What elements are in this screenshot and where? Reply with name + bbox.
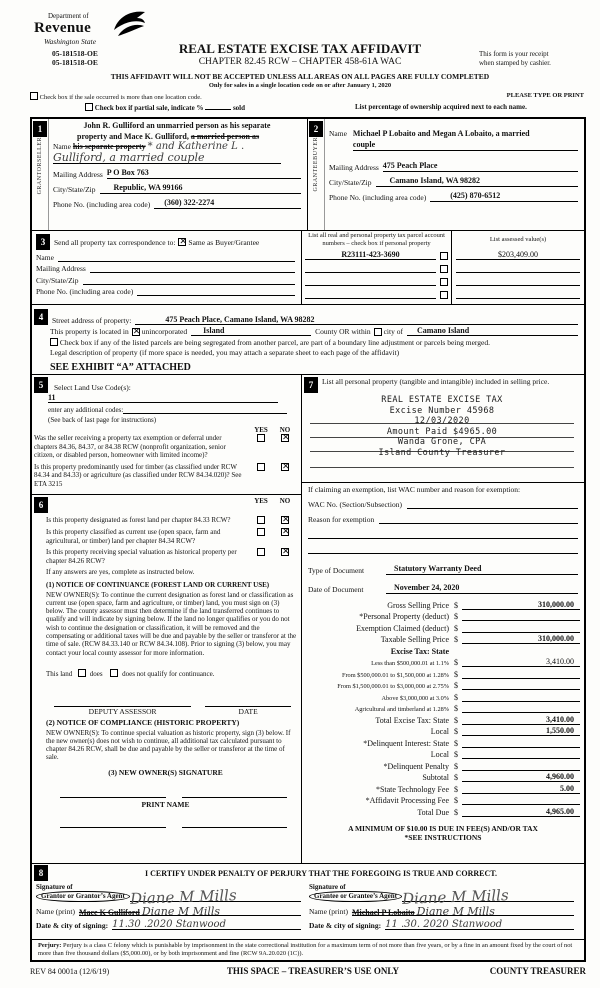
seller-mailing-value: P O Box 763 (106, 168, 149, 177)
doc-type-value: Statutory Warranty Deed (394, 564, 482, 573)
form-numbers (52, 49, 98, 67)
excise-tax-state-header: Excise Tax: State (390, 646, 449, 656)
reason-field[interactable] (379, 514, 578, 524)
section1-number: 1 (33, 121, 47, 137)
s6-if-yes-note: If any answers are yes, complete as instructed below. (46, 568, 195, 576)
please-type-label: PLEASE TYPE OR PRINT (506, 92, 584, 99)
print-name-label: PRINT NAME (141, 799, 190, 809)
grantee-sig-label-2: Grantee or Grantee’s Agent (309, 891, 402, 902)
partial-sale-checkbox[interactable] (85, 103, 93, 111)
stamp-line-3: 12/03/2020 (414, 416, 470, 426)
seller-mailing-field[interactable] (107, 168, 301, 179)
doc-date-value: November 24, 2020 (394, 583, 460, 592)
doc-type-field[interactable] (386, 564, 578, 575)
parcel-4-field[interactable] (305, 289, 436, 299)
assessor-date-field[interactable] (205, 698, 291, 707)
page-title: REAL ESTATE EXCISE TAX AFFIDAVIT (178, 41, 422, 56)
treasurer-stamp (304, 395, 580, 473)
assessor-date-label: DATE (238, 707, 258, 717)
does-label: does (89, 669, 103, 678)
single-location-note: Only for sales in a single location code on or after January 1, 2020 (208, 82, 392, 89)
s6-q3-no-checkbox[interactable] (281, 548, 289, 556)
notice2-title: (2) NOTICE OF COMPLIANCE (HISTORIC PROPERTY) (46, 718, 240, 728)
s6-q2-no-checkbox[interactable] (281, 528, 289, 536)
form-number-2: 05-181518-OE (52, 58, 98, 67)
delinquent-interest-local-value (462, 749, 580, 759)
grantor-name-hand-value: Diane M Mills (141, 905, 221, 919)
section5-number: 5 (34, 377, 48, 393)
assessed-1-field[interactable] (456, 250, 580, 260)
rate-5-value (462, 703, 580, 713)
grantor-signature-block (34, 883, 307, 930)
s5-q2-no-checkbox[interactable] (281, 463, 289, 471)
see-instructions-note: *SEE INSTRUCTIONS (404, 832, 482, 842)
city-name-value: Camano Island (416, 326, 470, 335)
section8-number: 8 (34, 865, 48, 881)
exemption-claimed-label: Exemption Claimed (deduct) (356, 623, 449, 633)
s6-q3-yes-checkbox[interactable] (257, 548, 265, 556)
street-address-label: Street address of property: (52, 315, 132, 325)
buyer-city-value: Camano Island, WA 98282 (389, 176, 481, 185)
county-value: Island (203, 326, 225, 335)
street-address-field[interactable] (135, 315, 578, 325)
buyer-city-field[interactable] (376, 176, 579, 187)
total-due-label: Total Due (417, 807, 449, 817)
parcel-4-personal-checkbox[interactable] (440, 291, 448, 299)
perjury-label: Perjury: (38, 942, 62, 950)
grantor-name-print-value: Mace K Gulliford (78, 908, 140, 918)
s6-question-1: Is this property designated as forest land per chapter 84.33 RCW? (46, 516, 231, 524)
buyer-name-line1: Michael P Lobaito and Megan A Lobaito, a married (352, 129, 530, 138)
delinquent-interest-state-label: *Delinquent Interest: State (363, 738, 449, 748)
seller-name-line1: John R. Gulliford an unmarried person as his separate (83, 121, 271, 130)
buyer-phone-label: Phone No. (including area code) (329, 193, 427, 202)
delinquent-interest-state-value (462, 738, 580, 748)
state-technology-fee-label: *State Technology Fee (375, 784, 449, 794)
deputy-assessor-field[interactable] (54, 698, 191, 707)
total-excise-local-label: Local (430, 727, 449, 736)
s5-q2-yes-checkbox[interactable] (257, 463, 265, 471)
parcel-2-field[interactable] (305, 263, 436, 273)
s6-yes-header: YES (254, 497, 268, 505)
seller-role-label-2: GRANTOR (36, 162, 43, 195)
logo-state-text: Washington State (44, 37, 97, 46)
minimum-fee-note: A MINIMUM OF $10.00 IS DUE IN FEE(S) AND/OR TAX (348, 823, 538, 833)
perjury-body: Perjury is a class C felony which is punishable by imprisonment in the state correctional institution for a maximum term of not more than five years, or by a fine in an amount fixed by the court of not more than five thousand dollars ($5,000.00), or by both imprisonment and fine (RCW 9A.20.020 (1C)). (38, 942, 573, 958)
city-of-label: city of (383, 327, 403, 336)
parcel-3-personal-checkbox[interactable] (440, 278, 448, 286)
doc-date-label: Date of Document (308, 585, 364, 594)
send-correspondence-label: Send all property tax correspondence to: (54, 237, 176, 247)
segregated-checkbox[interactable] (50, 338, 58, 346)
seller-role-label-1: SELLER (36, 137, 43, 162)
buyer-phone-value: (425) 870-6512 (450, 191, 501, 200)
seller-name-line2: property and Mace K. Gulliford, (77, 131, 189, 141)
personal-property-section (302, 375, 584, 483)
exemption-section (302, 483, 584, 594)
partial-sale-percent-field[interactable] (205, 109, 231, 110)
corr-city-field[interactable] (83, 276, 296, 285)
rate-1-label: Less than $500,000.01 at 1.1% (371, 660, 449, 667)
excise-tax-table: Gross Selling Price $ 310,000.00 *Personal Property (deduct) $ Exemption Claimed (deduct) $ Taxable Selling Price $ 310,000.00 Excise Tax: State Less than $500,000.01 at 1.1% $ 3,410.00 From $500,000.01 to $1,500,000 at 1.28% $ From $1,500,000.01 to $3,000,000 at 2.75% $ Above $3,000,000 at 3.0% $ Agricultural and timberland at 1.28% $ Total Excise Tax: State $ 3,410.00 Local $ 1,550.00 *Delinquent Interest: State $ Local $ *Delinquent Penalty $ Subtotal $ 4,960.00 *State Technology Fee $ 5.00 *Affidavit Processing Fee $ Total Due $ 4,965.00 (302, 598, 584, 817)
owner-signature-label: (3) NEW OWNER(S) SIGNATURE (108, 767, 223, 777)
partial-sale-label: Check box if partial sale, indicate % (94, 104, 204, 112)
delinquent-penalty-value (462, 761, 580, 771)
total-excise-local-value: 1,550.00 (462, 726, 580, 736)
partial-sale-sold-label: sold (232, 104, 246, 112)
gross-selling-price-value: 310,000.00 (462, 600, 580, 610)
grantee-signature-field[interactable] (401, 886, 574, 909)
unincorporated-label: unincorporated (141, 327, 188, 336)
grantee-name-print-value: Michael P Lobaito (351, 908, 415, 918)
multi-location-checkbox[interactable] (30, 92, 38, 100)
county-or-label: County OR within (315, 327, 371, 336)
print-name-field-2[interactable] (182, 819, 288, 828)
subtotal-value: 4,960.00 (462, 772, 580, 782)
assessed-1-value: $203,409.00 (498, 250, 538, 259)
s5-q1-yes-checkbox[interactable] (257, 434, 265, 442)
legal-description-label: Legal description of property (if more space is needed, you may attach a separate sheet to each page of the affidavit) (50, 348, 400, 357)
buyer-phone-field[interactable] (430, 191, 578, 202)
seller-section (32, 119, 308, 230)
rev-number: REV 84 0001a (12/6/19) (30, 966, 110, 976)
corr-mailing-label: Mailing Address (36, 264, 86, 273)
corr-name-label: Name (36, 252, 54, 262)
land-use-label: Select Land Use Code(s): (54, 383, 131, 392)
stamp-line-4: Amount Paid $4965.00 (386, 426, 498, 437)
owner-signature-field-2[interactable] (182, 789, 288, 798)
land-use-code-field[interactable] (48, 393, 278, 403)
land-does-checkbox[interactable] (78, 669, 86, 677)
does-not-label: does not qualify for continuance. (122, 669, 215, 678)
additional-codes-field[interactable] (123, 405, 287, 414)
wac-field[interactable] (407, 499, 578, 509)
grantor-name-print-label: Name (print) (36, 907, 75, 917)
grantee-signature-block (307, 883, 580, 930)
personal-property-intro: List all personal property (tangible and intangible) included in selling price. (322, 377, 550, 386)
taxable-selling-price-label: Taxable Selling Price (380, 635, 449, 644)
this-land-label: This land (46, 669, 73, 678)
affidavit-processing-fee-value (462, 795, 580, 805)
parcel-2-personal-checkbox[interactable] (440, 265, 448, 273)
rate-3-value (462, 680, 580, 690)
page-subtitle: CHAPTER 82.45 RCW – CHAPTER 458-61A WAC (198, 57, 402, 67)
seller-name-struck-2: his separate property (72, 142, 146, 151)
section6-number: 6 (34, 497, 48, 513)
rate-4-label: Above $3,000,000 at 3.0% (381, 694, 449, 702)
s6-q2-yes-checkbox[interactable] (257, 528, 265, 536)
rate-2-label: From $500,000.01 to $1,500,000 at 1.28% (341, 671, 449, 679)
same-as-buyer-checkbox[interactable] (178, 238, 186, 246)
buyer-mailing-value: 475 Peach Place (382, 161, 438, 170)
rate-2-value (462, 669, 580, 679)
notice1-body: NEW OWNER(S): To continue the current designation as forest land or classification as current use (open space, farm and agriculture, or timber) land, you must sign on (3) below. The county assessor must then determine if the land transferred continues to qualify and will indicate by signing below. If the land no longer qualifies or you do not wish to continue the designation or classification, it will be removed and the compensating or additional taxes will be due and payable by the seller or transferor at the time of sale. (RCW 84.33.140 or RCW 84.34.108). Prior to signing (3) below, you may contact your local county assessor for more information. (46, 590, 297, 657)
ownership-note: List percentage of ownership acquired next to each name. (355, 103, 527, 111)
taxable-selling-price-value: 310,000.00 (462, 634, 580, 644)
forest-land-section (32, 495, 301, 863)
assessed-4-field[interactable] (456, 289, 580, 299)
logo-dept-text: Department of (48, 12, 89, 20)
city-of-checkbox[interactable] (374, 328, 382, 336)
buyer-name-label: Name (329, 129, 347, 138)
receipt-note (479, 50, 584, 67)
reason-field-3[interactable] (308, 544, 578, 554)
print-name-field[interactable] (60, 819, 166, 828)
grantor-date-label: Date & city of signing: (36, 921, 109, 931)
receipt-note-line2: when stamped by cashier. (479, 58, 551, 67)
notice2-body: NEW OWNER(S): To continue special valuation as historic property, sign (3) below. If the new owner(s) does not wish to continue, all additional tax calculated pursuant to chapter 84.26 RCW, shall be due and payable by the seller or transferor at the time of sale. (46, 728, 291, 762)
dor-logo (34, 12, 96, 46)
s6-question-3: Is this property receiving special valuation as historical property per chapter 84.26 RCW? (46, 548, 237, 565)
corr-mailing-field[interactable] (90, 264, 295, 273)
assessed-header: List assessed value(s) (489, 236, 547, 243)
multi-location-row (30, 92, 202, 101)
personal-property-deduct-label: *Personal Property (deduct) (359, 612, 449, 621)
buyer-mailing-field[interactable] (383, 161, 578, 172)
grantor-date-value: 11.30 .2020 Stanwood (112, 919, 226, 931)
grantee-signature-value: Diane M Mills (401, 886, 509, 909)
parcel-3-field[interactable] (305, 276, 436, 286)
seller-city-label: City/State/Zip (53, 185, 96, 194)
tax-correspondence-section (32, 231, 584, 305)
multi-location-label: Check box if the sale occurred is more than one location code. (39, 94, 202, 101)
parcel-1-value: R23111-423-3690 (341, 250, 400, 259)
owner-signature-field[interactable] (60, 789, 166, 798)
grantor-signature-field[interactable] (129, 886, 301, 909)
stamp-line-6: Island County Treasurer (378, 447, 506, 458)
grantee-name-print-label: Name (print) (309, 907, 348, 917)
grantor-sig-label-1: Signature of (36, 883, 73, 892)
section2-number: 2 (309, 121, 323, 137)
corr-phone-field[interactable] (137, 287, 295, 296)
seller-name-struck-1: a married person as (190, 131, 260, 141)
unincorporated-checkbox[interactable] (132, 328, 140, 336)
seller-phone-field[interactable] (154, 198, 301, 209)
reason-label: Reason for exemption (308, 515, 375, 524)
logo-revenue-text: Revenue (34, 20, 92, 36)
wac-label: WAC No. (Section/Subsection) (308, 500, 402, 509)
total-due-value: 4,965.00 (462, 807, 580, 817)
grantee-date-field[interactable] (385, 919, 574, 930)
dor-swoosh-icon (112, 10, 146, 40)
subtotal-label: Subtotal (422, 773, 449, 782)
s5-no-header: NO (279, 426, 291, 434)
receipt-note-line1: This form is your receipt (479, 50, 549, 58)
buyer-name-line2: couple (353, 140, 578, 152)
warning-line: THIS AFFIDAVIT WILL NOT BE ACCEPTED UNLESS ALL AREAS ON ALL PAGES ARE FULLY COMPLETED (110, 72, 490, 81)
seller-city-field[interactable] (100, 183, 302, 194)
buyer-section (308, 119, 584, 230)
form-body (30, 117, 586, 962)
property-location-section (32, 305, 584, 375)
stamp-line-1: REAL ESTATE EXCISE TAX (381, 395, 503, 405)
exhibit-note: SEE EXHIBIT “A” ATTACHED (50, 362, 191, 373)
personal-property-deduct-value (462, 611, 580, 621)
corr-phone-label: Phone No. (including area code) (36, 287, 134, 296)
assessed-3-field[interactable] (456, 276, 580, 286)
seller-name-handwritten-2: Gulliford, a married couple (53, 150, 205, 164)
state-technology-fee-value: 5.00 (462, 784, 580, 794)
section7-number: 7 (304, 377, 318, 393)
delinquent-penalty-label: *Delinquent Penalty (383, 761, 449, 771)
certify-statement: I CERTIFY UNDER PENALTY OF PERJURY THAT THE FOREGOING IS TRUE AND CORRECT. (144, 868, 497, 878)
stamp-line-2: Excise Number 45968 (389, 405, 495, 416)
parcel-1-field[interactable] (305, 250, 436, 260)
seller-name-label: Name (53, 142, 71, 151)
page-footer (30, 966, 586, 976)
buyer-role-label-1: BUYER (312, 137, 319, 160)
street-address-value: 475 Peach Place, Camano Island, WA 98282 (165, 314, 315, 324)
section4-number: 4 (34, 309, 48, 325)
grantor-name-print-field[interactable] (78, 905, 301, 919)
rate-5-label: Agricultural and timberland at 1.28% (354, 706, 449, 713)
doc-type-label: Type of Document (308, 566, 365, 575)
certification-section (32, 863, 584, 939)
affidavit-processing-fee-label: *Affidavit Processing Fee (365, 796, 449, 805)
seller-name-handwritten-1: * and Katherine L . (147, 141, 245, 152)
land-use-section (32, 375, 301, 495)
segregated-label: Check box if any of the listed parcels are being segregated from another parcel, are part of a boundary line adjustment or parcels being merged. (59, 337, 490, 347)
seller-mailing-label: Mailing Address (53, 170, 103, 179)
county-treasurer-label: COUNTY TREASURER (489, 966, 586, 976)
gross-selling-price-label: Gross Selling Price (387, 600, 449, 610)
delinquent-interest-local-label: Local (430, 750, 449, 759)
total-excise-state-value: 3,410.00 (462, 715, 580, 725)
s6-question-2: Is this property classified as current use (open space, farm and agricultural, or timber) land per chapter 84.34 RCW? (46, 528, 221, 545)
perjury-note (32, 939, 584, 960)
located-in-label: This property is located in (50, 327, 129, 336)
seller-phone-label: Phone No. (including area code) (53, 200, 151, 209)
land-use-instructions: (See back of last page for instructions) (48, 416, 157, 424)
partial-sale-row (85, 103, 245, 112)
seller-phone-value: (360) 322-2274 (164, 198, 215, 207)
s6-q1-yes-checkbox[interactable] (257, 516, 265, 524)
seller-city-value: Republic, WA 99166 (113, 183, 183, 192)
s6-q1-no-checkbox[interactable] (281, 516, 289, 524)
parcel-1-personal-checkbox[interactable] (440, 252, 448, 260)
deputy-assessor-label: DEPUTY ASSESSOR (88, 707, 157, 717)
doc-date-field[interactable] (386, 583, 578, 594)
grantee-date-value: 11 .30. 2020 Stanwood (385, 919, 503, 931)
corr-name-field[interactable] (58, 253, 295, 262)
buyer-city-label: City/State/Zip (329, 178, 372, 187)
reason-field-2[interactable] (308, 529, 578, 539)
parcel-header: List all real and personal property tax parcel account numbers – check box if personal property (308, 232, 445, 247)
s5-q1-no-checkbox[interactable] (281, 434, 289, 442)
total-excise-state-label: Total Excise Tax: State (375, 715, 449, 725)
rate-3-label: From $1,500,000.01 to $3,000,000 at 2.75% (337, 683, 449, 690)
exemption-claimed-value (462, 623, 580, 633)
exemption-intro: If claiming an exemption, list WAC number and reason for exemption: (308, 485, 521, 494)
s5-question-1: Was the seller receiving a property tax exemption or deferral under chapters 84.36, 84.37, or 84.38 RCW (nonprofit organization, senior citizen, or disabled person, homeowner with limited income)? (34, 434, 226, 459)
land-does-not-checkbox[interactable] (110, 669, 118, 677)
same-as-buyer-label: Same as Buyer/Grantee (188, 237, 260, 247)
s5-question-2: Is this property predominantly used for timber (as classified under RCW 84.34 and 84.33) or agriculture (as classified under RCW 84.34.020)? See ETA 3215 (34, 462, 242, 488)
grantee-name-hand-value: Diane M Mills (416, 905, 495, 919)
form-number-1: 05-181518-OE (52, 49, 98, 58)
county-field[interactable] (191, 326, 311, 336)
grantor-sig-label-2: Grantor or Grantor’s Agent (36, 891, 130, 902)
s6-no-header: NO (279, 497, 291, 505)
notice1-title: (1) NOTICE OF CONTINUANCE (FOREST LAND OR CURRENT USE) (46, 581, 270, 590)
buyer-mailing-label: Mailing Address (329, 163, 379, 172)
additional-codes-label: enter any additional codes: (48, 406, 124, 414)
s5-yes-header: YES (254, 426, 268, 434)
land-use-code-value: 11 (48, 393, 56, 402)
corr-city-label: City/State/Zip (36, 275, 79, 285)
stamp-line-5: Wanda Grone, CPA (397, 437, 487, 447)
grantee-date-label: Date & city of signing: (309, 921, 382, 931)
grantor-date-field[interactable] (112, 919, 301, 930)
grantor-signature-value: Diane M Mills (129, 886, 237, 909)
buyer-role-label-2: GRANTEE (312, 159, 319, 192)
grantee-sig-label-1: Signature of (309, 883, 346, 892)
section3-number: 3 (36, 234, 50, 250)
treasurer-space-label: THIS SPACE – TREASURER’S USE ONLY (226, 966, 400, 976)
grantee-name-print-field[interactable] (351, 905, 574, 919)
rate-4-value (462, 692, 580, 702)
city-name-field[interactable] (407, 326, 578, 336)
rate-1-value: 3,410.00 (462, 657, 580, 667)
assessed-2-field[interactable] (456, 263, 580, 273)
